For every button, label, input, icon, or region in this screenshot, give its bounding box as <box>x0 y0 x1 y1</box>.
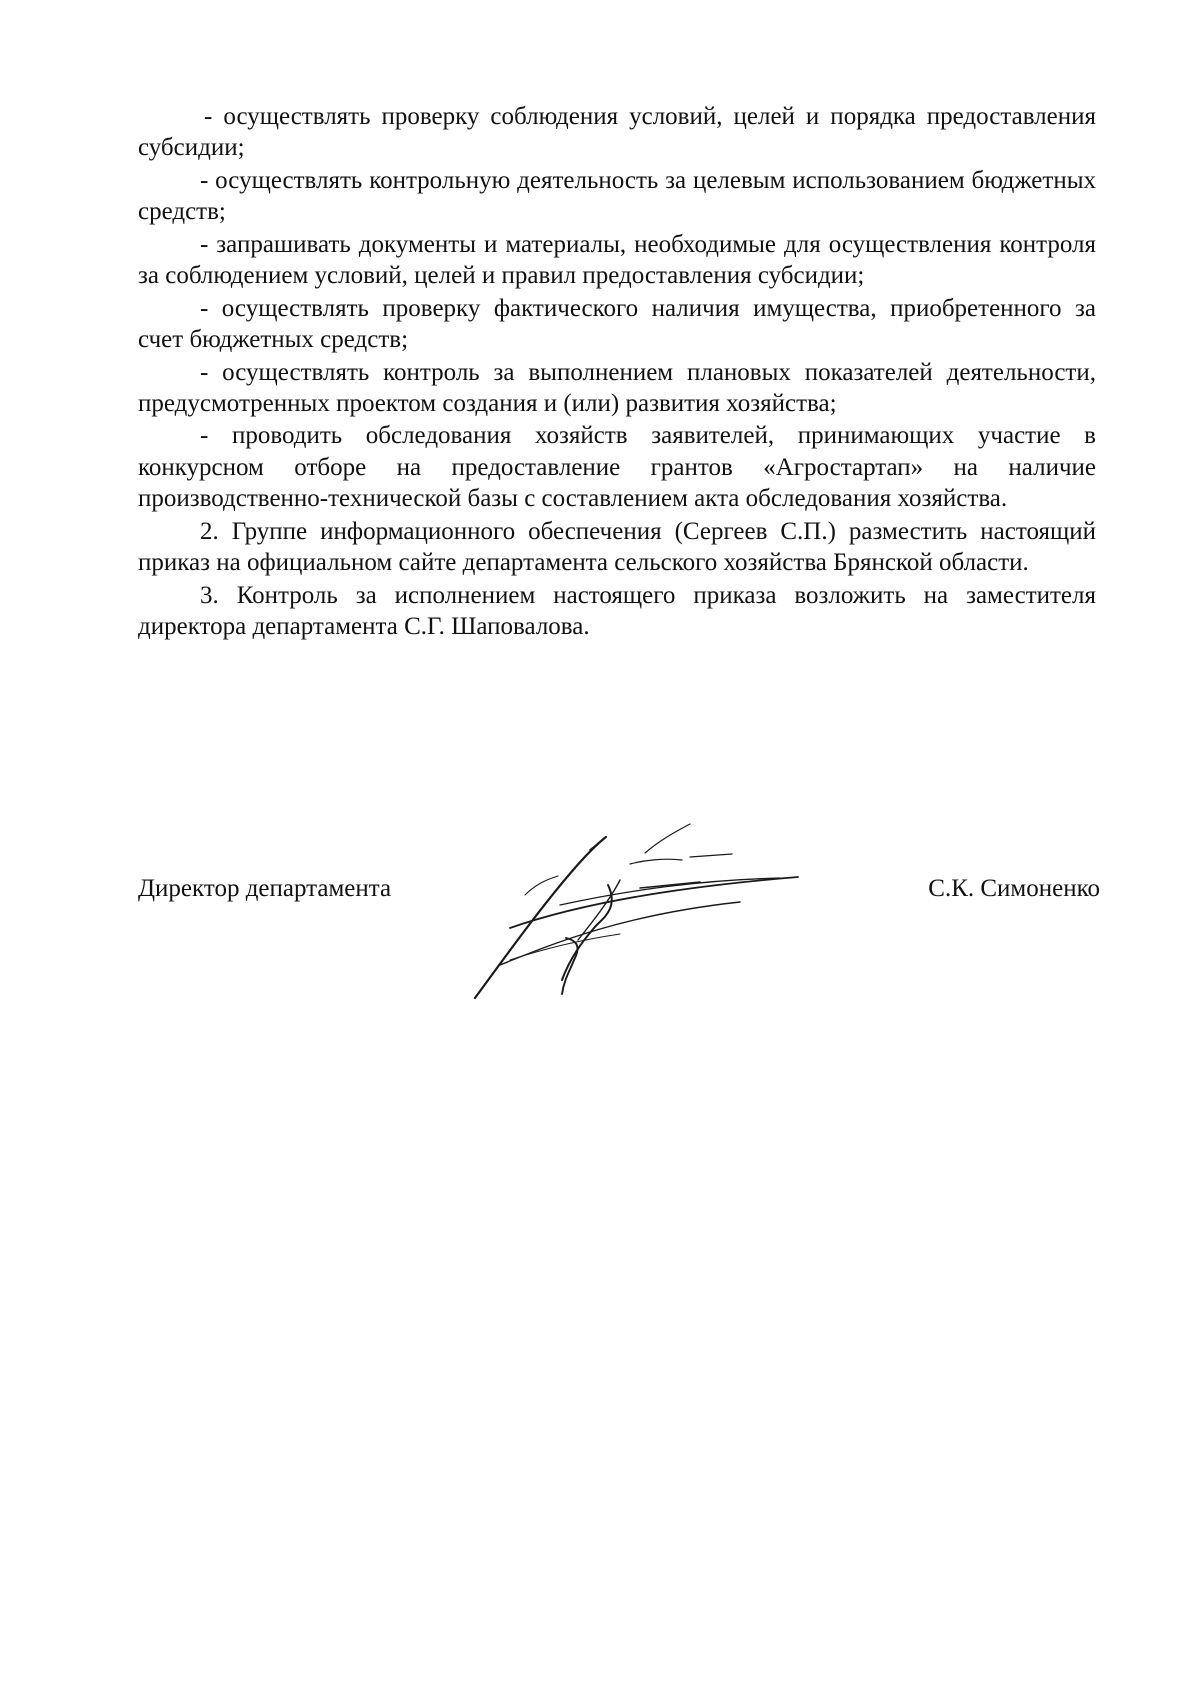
signer-position: Директор департамента <box>138 875 392 902</box>
paragraph-check-subsidy-conditions: - осуществлять проверку соблюдения условий, целей и порядка предоставления субсидии; <box>138 103 1096 162</box>
paragraph-request-documents: - запрашивать документы и материалы, необходимые для осуществления контроля за соблюдением условий, целей и правил предоставления субсидии; <box>138 230 1096 290</box>
signer-name: С.К. Симоненко <box>928 875 1100 902</box>
paragraph-plan-indicators: - осуществлять контроль за выполнением плановых показателей деятельности, предусмотренных проектом создания и (или) развития хозяйства; <box>138 358 1096 417</box>
paragraph-publish-order: 2. Группе информационного обеспечения (Сергеев С.П.) разместить настоящий приказ на официальном сайте департамента сельского хозяйства Брянской области. <box>138 517 1096 576</box>
handwritten-signature <box>470 810 850 1010</box>
document-body <box>138 101 1096 643</box>
paragraph-budget-control: - осуществлять контрольную деятельность за целевым использованием бюджетных средств; <box>138 166 1096 226</box>
paragraph-property-check: - осуществлять проверку фактического наличия имущества, приобретенного за счет бюджетных средств; <box>138 294 1096 353</box>
paragraph-farm-inspection: - проводить обследования хозяйств заявителей, принимающих участие в конкурсном отборе на предоставление грантов «Агростартап» на наличие производственно-технической базы с составлением акта обследования хозяйства. <box>138 422 1096 513</box>
paragraph-control-assignment: 3. Контроль за исполнением настоящего приказа возложить на заместителя директора департамента С.Г. Шаповалова. <box>138 581 1096 640</box>
